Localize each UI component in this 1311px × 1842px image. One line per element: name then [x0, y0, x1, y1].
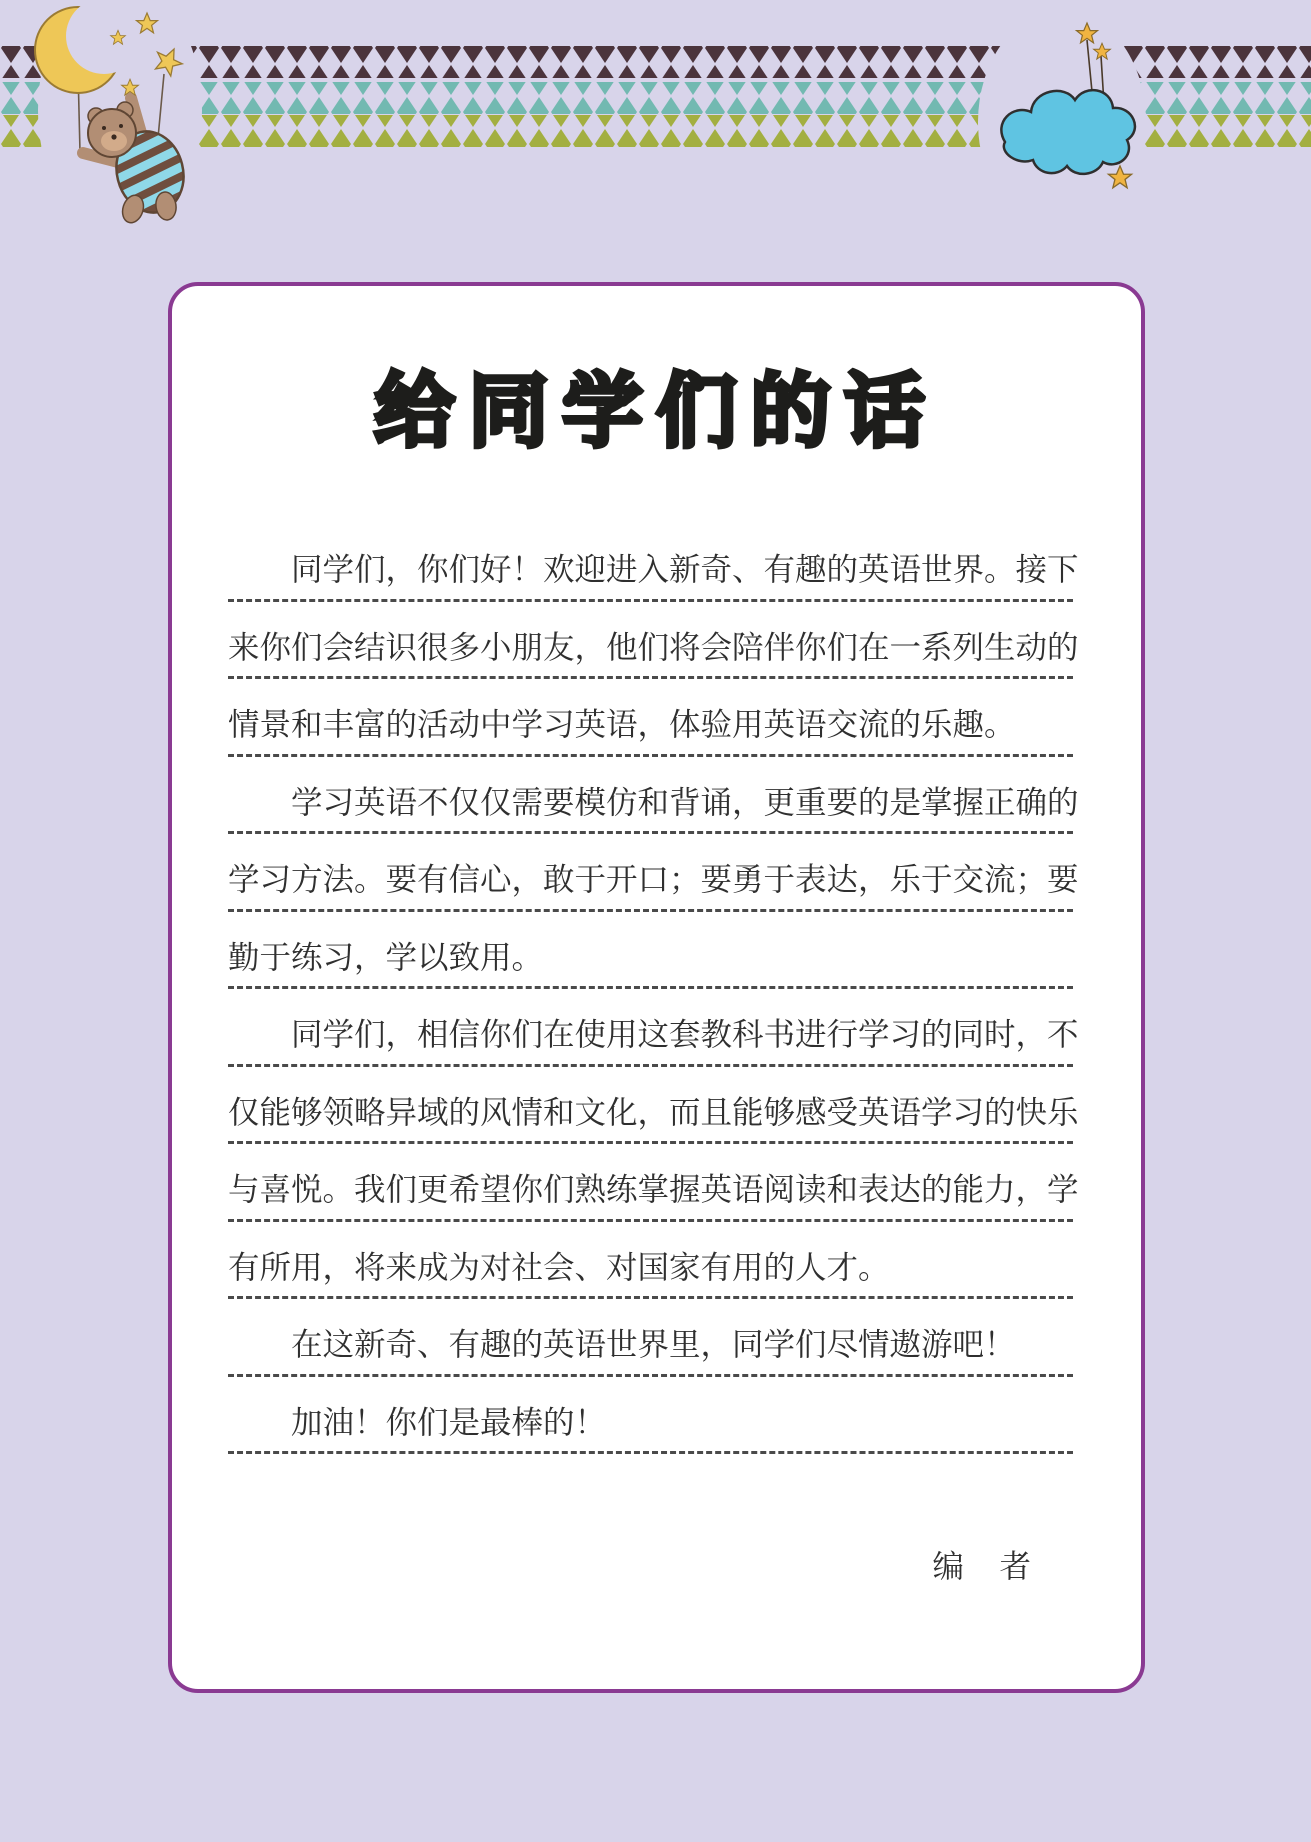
editor-signature: 编 者	[932, 1548, 1033, 1584]
text-line: 同学们，相信你们在使用这套教科书进行学习的同时，不	[228, 989, 1073, 1067]
header-decoration	[0, 0, 1311, 235]
text-line: 与喜悦。我们更希望你们熟练掌握英语阅读和表达的能力，学	[228, 1144, 1073, 1222]
text-line: 同学们，你们好！欢迎进入新奇、有趣的英语世界。接下	[228, 524, 1073, 602]
text-line: 情景和丰富的活动中学习英语，体验用英语交流的乐趣。	[228, 679, 1073, 757]
text-line: 勤于练习，学以致用。	[228, 912, 1073, 990]
page-title: 给同学们的话	[374, 367, 939, 456]
text-line: 学习英语不仅仅需要模仿和背诵，更重要的是掌握正确的	[228, 757, 1073, 835]
text-line: 学习方法。要有信心，敢于开口；要勇于表达，乐于交流；要	[228, 834, 1073, 912]
text-line: 仅能够领略异域的风情和文化，而且能够感受英语学习的快乐	[228, 1067, 1073, 1145]
text-line: 有所用，将来成为对社会、对国家有用的人才。	[228, 1222, 1073, 1300]
letter-card	[168, 282, 1145, 1693]
text-line: 加油！你们是最棒的！	[228, 1377, 1073, 1455]
text-line: 来你们会结识很多小朋友，他们将会陪伴你们在一系列生动的	[228, 602, 1073, 680]
text-lines	[228, 524, 1079, 1454]
moon-icon	[35, 7, 121, 93]
text-line: 在这新奇、有趣的英语世界里，同学们尽情遨游吧！	[228, 1299, 1073, 1377]
